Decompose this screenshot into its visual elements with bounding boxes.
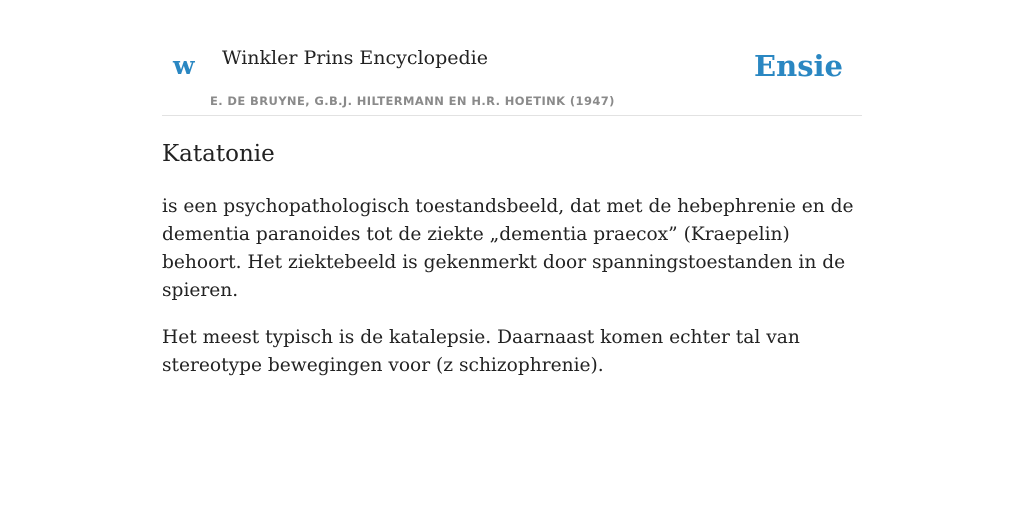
source-header bbox=[162, 0, 862, 116]
article-title: Katatonie bbox=[162, 141, 275, 167]
page bbox=[162, 0, 862, 380]
source-title[interactable]: Winkler Prins Encyclopedie bbox=[222, 47, 488, 69]
article-body bbox=[162, 193, 862, 380]
article-paragraph: Het meest typisch is de katalepsie. Daarnaast komen echter tal van stereotype bewegingen voor (z schizophrenie). bbox=[162, 326, 800, 376]
brand-logo[interactable]: Ensie bbox=[754, 49, 843, 83]
source-logo[interactable]: w bbox=[173, 51, 195, 80]
source-authors: E. DE BRUYNE, G.B.J. HILTERMANN EN H.R. HOETINK (1947) bbox=[210, 94, 615, 108]
article-paragraph: is een psychopathologisch toestandsbeeld, dat met de hebephrenie en de dementia paranoides tot de ziekte „dementia praecox” (Kraepelin) behoort. Het ziektebeeld is gekenmerkt door spanningstoestanden in de spieren. bbox=[162, 195, 854, 301]
